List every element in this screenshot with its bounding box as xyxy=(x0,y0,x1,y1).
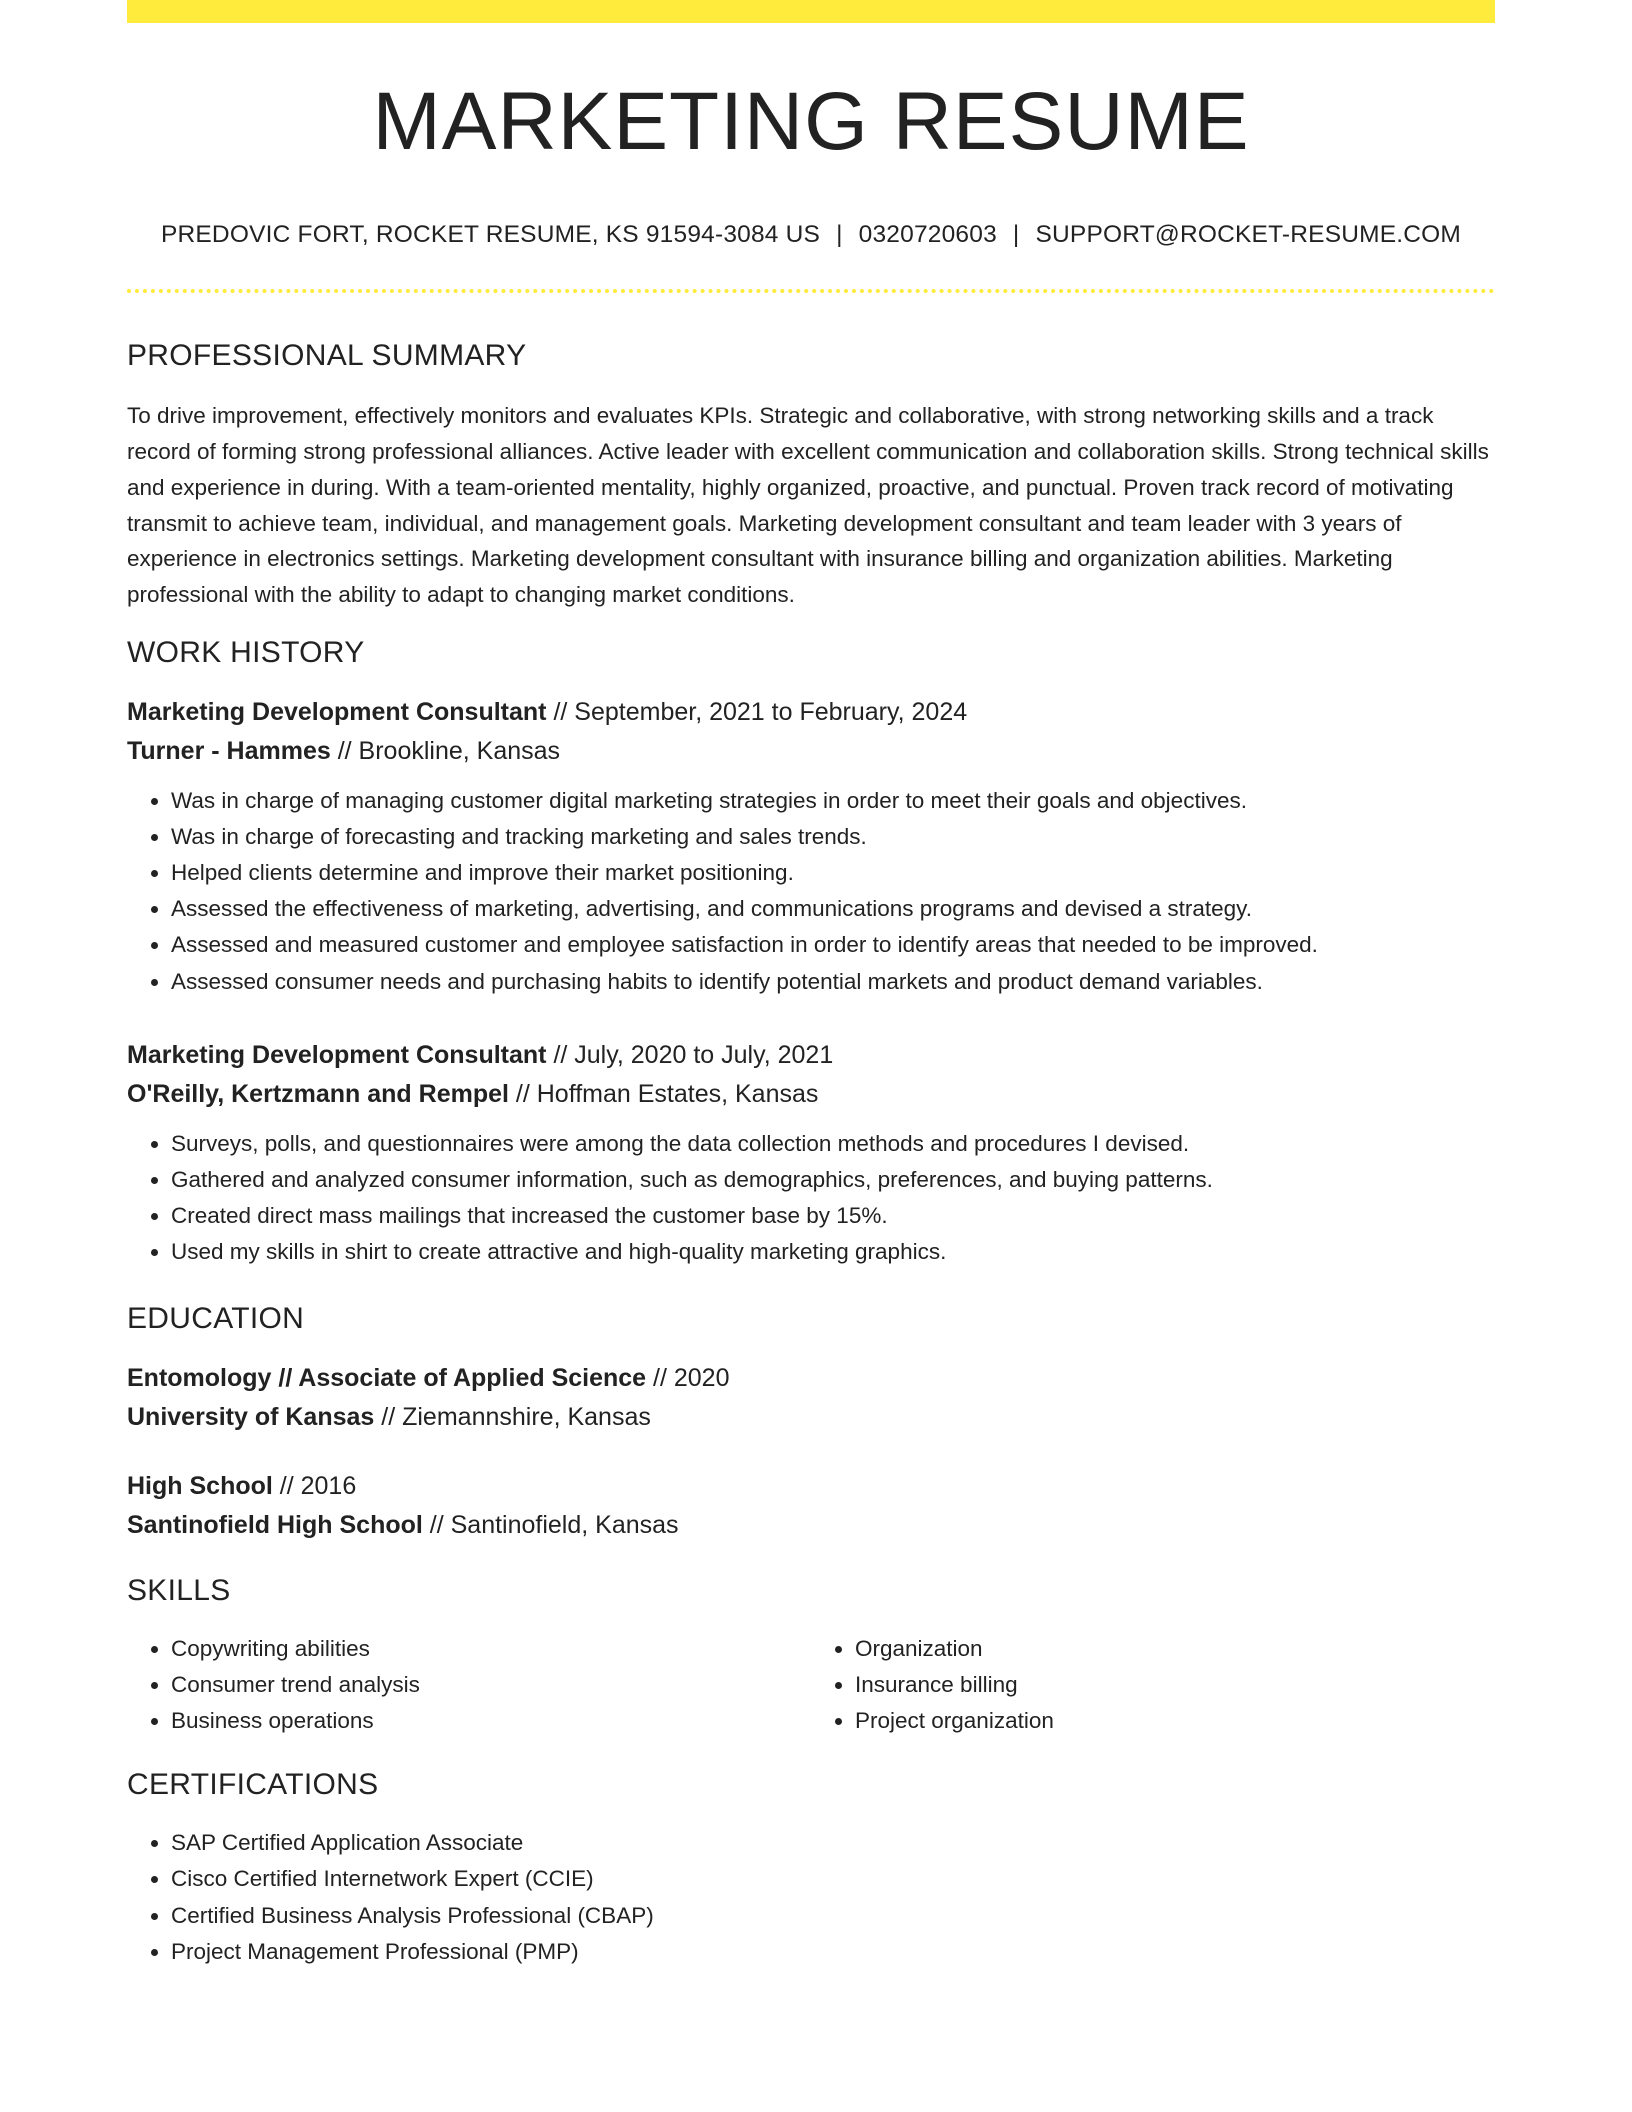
education-school-line xyxy=(127,1398,1495,1437)
contact-address: PREDOVIC FORT, ROCKET RESUME, KS 91594-3084 US xyxy=(160,221,821,248)
education-school: Santinofield High School xyxy=(127,1510,423,1539)
resume-page xyxy=(127,0,1495,1970)
summary-text: To drive improvement, effectively monitors and evaluates KPIs. Strategic and collaborative, with strong networking skills and a track record of forming strong professional alliances. Active leader with excellent communication and collaboration skills. Strong technical skills and experience in during. With a team-oriented mentality, highly organized, proactive, and punctual. Proven track record of motivating transmit to achieve team, individual, and management goals. Marketing development consultant and team leader with 3 years of experience in electronics settings. Marketing development consultant with insurance billing and organization abilities. Marketing professional with the ability to adapt to changing market conditions. xyxy=(127,403,1489,607)
certification-item: • Project Management Professional (PMP) xyxy=(171,1934,1495,1970)
skill-item: • Organization xyxy=(855,1631,1495,1667)
certification-item: • SAP Certified Application Associate xyxy=(171,1825,1495,1861)
job-dates: // July, 2020 to July, 2021 xyxy=(546,1040,834,1069)
contact-email: SUPPORT@ROCKET-RESUME.COM xyxy=(1035,221,1462,248)
job-bullet: • Was in charge of forecasting and tracking marketing and sales trends. xyxy=(171,819,1495,855)
job-bullet: • Surveys, polls, and questionnaires were among the data collection methods and procedures I devised. xyxy=(171,1126,1495,1162)
job-location: // Hoffman Estates, Kansas xyxy=(508,1079,819,1108)
contact-line xyxy=(127,220,1495,249)
education-degree-line xyxy=(127,1359,1495,1398)
education-heading: EDUCATION xyxy=(127,1301,305,1335)
certifications-heading: CERTIFICATIONS xyxy=(127,1768,379,1802)
job-bullet: • Assessed and measured customer and employee satisfaction in order to identify areas that needed to be improved. xyxy=(171,927,1495,963)
dotted-divider xyxy=(127,289,1495,293)
top-accent-bar xyxy=(127,0,1495,23)
education-degree: High School xyxy=(127,1471,273,1500)
certifications-list xyxy=(127,1825,1495,1970)
education-degree-line xyxy=(127,1467,1495,1506)
skills-heading: SKILLS xyxy=(127,1573,231,1607)
certification-item: • Certified Business Analysis Professional (CBAP) xyxy=(171,1898,1495,1934)
contact-phone: 0320720603 xyxy=(858,221,997,248)
job-company-line xyxy=(127,1075,1495,1114)
job-bullets xyxy=(127,1126,1495,1271)
job-entry xyxy=(127,693,1495,1000)
education-entry xyxy=(127,1467,1495,1545)
skill-item: • Consumer trend analysis xyxy=(171,1667,811,1703)
skills-list-right xyxy=(811,1631,1495,1740)
contact-separator: | xyxy=(1012,221,1020,248)
job-bullet: • Was in charge of managing customer digital marketing strategies in order to meet their goals and objectives. xyxy=(171,783,1495,819)
job-bullet: • Assessed the effectiveness of marketing, advertising, and communications programs and devised a strategy. xyxy=(171,891,1495,927)
job-bullet: • Used my skills in shirt to create attractive and high-quality marketing graphics. xyxy=(171,1234,1495,1270)
job-bullet: • Created direct mass mailings that increased the customer base by 15%. xyxy=(171,1198,1495,1234)
job-bullet: • Helped clients determine and improve their market positioning. xyxy=(171,855,1495,891)
job-company-line xyxy=(127,732,1495,771)
education-school: University of Kansas xyxy=(127,1402,375,1431)
work-history-heading: WORK HISTORY xyxy=(127,635,365,669)
job-company: Turner - Hammes xyxy=(127,736,331,765)
education-year: // 2020 xyxy=(646,1363,730,1392)
certification-item: • Cisco Certified Internetwork Expert (CCIE) xyxy=(171,1861,1495,1897)
job-bullets xyxy=(127,783,1495,1000)
summary-heading: PROFESSIONAL SUMMARY xyxy=(127,339,527,373)
contact-separator: | xyxy=(836,221,843,248)
education-school-line xyxy=(127,1506,1495,1545)
education-location: // Santinofield, Kansas xyxy=(422,1510,679,1539)
job-dates: // September, 2021 to February, 2024 xyxy=(546,697,968,726)
education-degree: Entomology // Associate of Applied Science xyxy=(127,1363,647,1392)
skill-item: • Business operations xyxy=(171,1703,811,1739)
skill-item: • Copywriting abilities xyxy=(171,1631,811,1667)
job-title: Marketing Development Consultant xyxy=(127,1040,547,1069)
job-title: Marketing Development Consultant xyxy=(127,697,547,726)
skills-grid xyxy=(127,1631,1495,1740)
job-entry xyxy=(127,1036,1495,1271)
job-location: // Brookline, Kansas xyxy=(330,736,561,765)
job-bullet: • Gathered and analyzed consumer information, such as demographics, preferences, and buying patterns. xyxy=(171,1162,1495,1198)
education-location: // Ziemannshire, Kansas xyxy=(374,1402,651,1431)
education-entry xyxy=(127,1359,1495,1437)
job-title-line xyxy=(127,1036,1495,1075)
job-bullet: • Assessed consumer needs and purchasing habits to identify potential markets and product demand variables. xyxy=(171,964,1495,1000)
skill-item: • Insurance billing xyxy=(855,1667,1495,1703)
resume-title: MARKETING RESUME xyxy=(372,76,1250,167)
job-title-line xyxy=(127,693,1495,732)
job-company: O'Reilly, Kertzmann and Rempel xyxy=(127,1079,509,1108)
skill-item: • Project organization xyxy=(855,1703,1495,1739)
education-year: // 2016 xyxy=(272,1471,357,1500)
skills-list-left xyxy=(127,1631,811,1740)
